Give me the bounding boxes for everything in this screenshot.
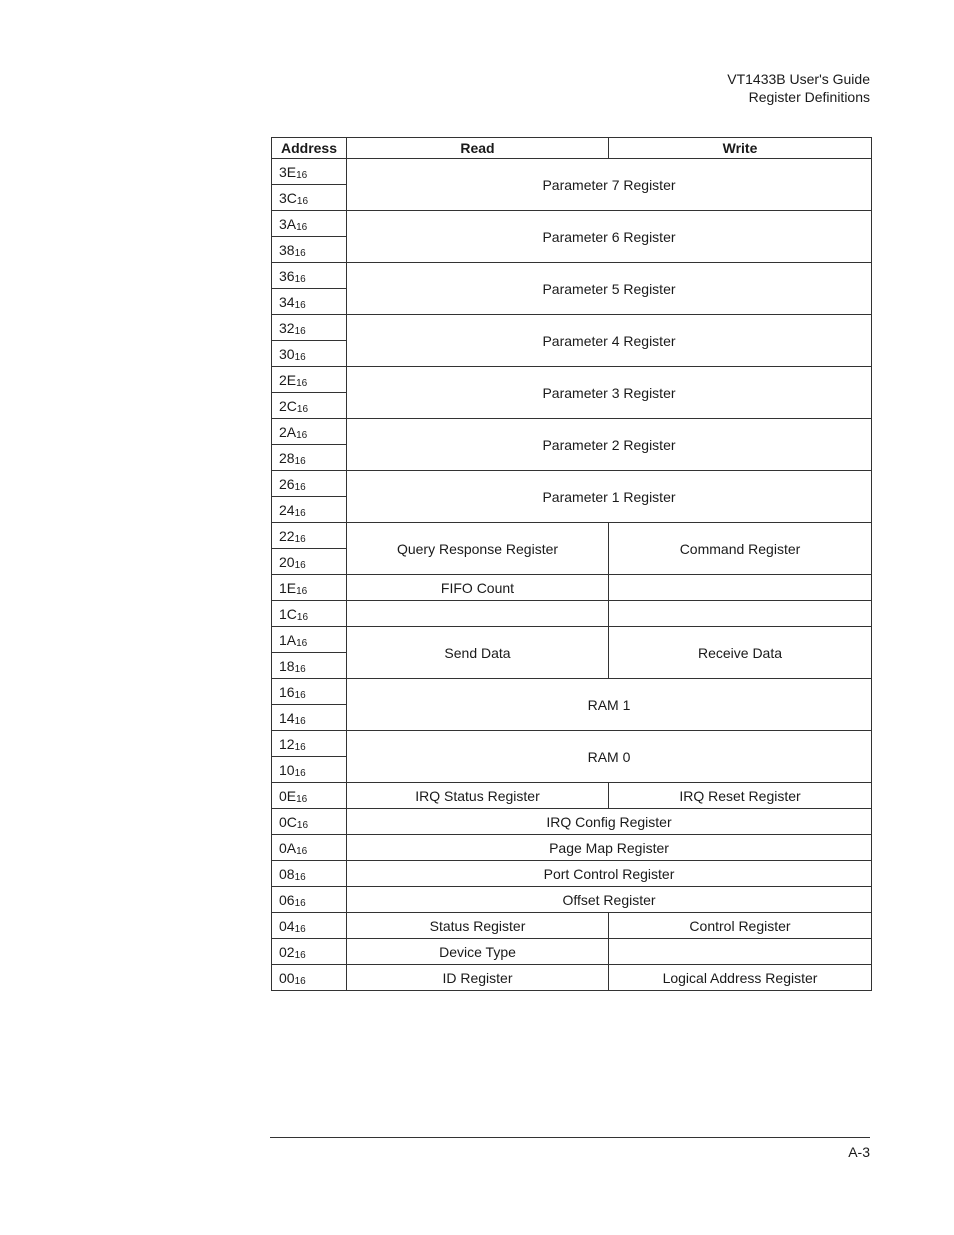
table-row	[272, 783, 872, 809]
address-cell	[272, 939, 347, 965]
table-row	[272, 211, 872, 237]
address-value: 26	[279, 475, 295, 492]
radix-subscript: 16	[294, 247, 306, 259]
radix-subscript: 16	[294, 767, 306, 779]
address-value: 02	[279, 943, 295, 960]
radix-subscript: 16	[294, 897, 306, 909]
address-cell	[272, 549, 347, 575]
table-row	[272, 887, 872, 913]
address-value: 36	[279, 267, 295, 284]
radix-subscript: 16	[296, 819, 309, 831]
register-cell: Parameter 7 Register	[347, 159, 872, 211]
table-row	[272, 471, 872, 497]
column-header-read: Read	[347, 138, 609, 159]
table-row	[272, 575, 872, 601]
radix-subscript: 16	[294, 481, 306, 493]
address-value: 0C	[279, 813, 297, 830]
page-header	[727, 70, 870, 106]
address-cell	[272, 627, 347, 653]
radix-subscript: 16	[294, 741, 306, 753]
table-row	[272, 939, 872, 965]
write-cell: Command Register	[609, 523, 872, 575]
table-header-row	[272, 138, 872, 159]
address-value: 28	[279, 449, 295, 466]
register-cell: Parameter 3 Register	[347, 367, 872, 419]
read-cell: IRQ Status Register	[347, 783, 609, 809]
radix-subscript: 16	[296, 221, 308, 233]
write-cell: Control Register	[609, 913, 872, 939]
address-cell	[272, 705, 347, 731]
address-value: 1A	[279, 631, 297, 648]
register-map-table	[271, 137, 872, 991]
write-cell: Logical Address Register	[609, 965, 872, 991]
address-cell	[272, 835, 347, 861]
table-row	[272, 965, 872, 991]
register-cell: Parameter 5 Register	[347, 263, 872, 315]
radix-subscript: 16	[296, 611, 309, 623]
address-value: 34	[279, 293, 295, 310]
table-row	[272, 159, 872, 185]
address-value: 16	[279, 683, 295, 700]
address-cell	[272, 653, 347, 679]
address-cell	[272, 471, 347, 497]
register-cell: Port Control Register	[347, 861, 872, 887]
radix-subscript: 16	[294, 663, 306, 675]
radix-subscript: 16	[294, 455, 306, 467]
write-cell: IRQ Reset Register	[609, 783, 872, 809]
section-title: Register Definitions	[748, 89, 870, 105]
address-cell	[272, 315, 347, 341]
read-cell: ID Register	[347, 965, 609, 991]
read-cell: FIFO Count	[347, 575, 609, 601]
address-cell	[272, 419, 347, 445]
address-value: 12	[279, 735, 295, 752]
register-cell: Parameter 2 Register	[347, 419, 872, 471]
address-value: 2A	[279, 423, 297, 440]
address-cell	[272, 601, 347, 627]
register-cell: RAM 0	[347, 731, 872, 783]
radix-subscript: 16	[294, 299, 306, 311]
address-value: 10	[279, 761, 295, 778]
radix-subscript: 16	[296, 793, 308, 805]
address-cell	[272, 211, 347, 237]
address-cell	[272, 861, 347, 887]
register-cell: IRQ Config Register	[347, 809, 872, 835]
radix-subscript: 16	[296, 403, 309, 415]
radix-subscript: 16	[294, 273, 306, 285]
column-header-write: Write	[609, 138, 872, 159]
register-cell: RAM 1	[347, 679, 872, 731]
write-cell: Receive Data	[609, 627, 872, 679]
address-cell	[272, 523, 347, 549]
document-title: VT1433B User's Guide	[727, 71, 870, 87]
radix-subscript: 16	[294, 325, 306, 337]
address-value: 22	[279, 527, 295, 544]
address-value: 20	[279, 553, 295, 570]
radix-subscript: 16	[294, 949, 306, 961]
address-cell	[272, 887, 347, 913]
table-row	[272, 315, 872, 341]
address-value: 3E	[279, 163, 297, 180]
register-cell: Parameter 4 Register	[347, 315, 872, 367]
table-row	[272, 835, 872, 861]
address-cell	[272, 497, 347, 523]
address-cell	[272, 445, 347, 471]
read-cell: Send Data	[347, 627, 609, 679]
register-cell: Page Map Register	[347, 835, 872, 861]
address-cell	[272, 367, 347, 393]
address-value: 30	[279, 345, 295, 362]
table-row	[272, 367, 872, 393]
address-cell	[272, 809, 347, 835]
table-row	[272, 861, 872, 887]
table-row	[272, 731, 872, 757]
address-cell	[272, 913, 347, 939]
footer-divider	[270, 1137, 870, 1138]
radix-subscript: 16	[296, 845, 308, 857]
radix-subscript: 16	[294, 923, 306, 935]
address-cell	[272, 289, 347, 315]
address-cell	[272, 575, 347, 601]
read-cell: Device Type	[347, 939, 609, 965]
register-cell: Offset Register	[347, 887, 872, 913]
table-row	[272, 419, 872, 445]
read-cell: Status Register	[347, 913, 609, 939]
address-cell	[272, 185, 347, 211]
address-cell	[272, 679, 347, 705]
address-value: 06	[279, 891, 295, 908]
address-cell	[272, 757, 347, 783]
radix-subscript: 16	[296, 195, 309, 207]
radix-subscript: 16	[294, 507, 306, 519]
address-cell	[272, 731, 347, 757]
table-row	[272, 523, 872, 549]
radix-subscript: 16	[296, 429, 308, 441]
radix-subscript: 16	[294, 559, 306, 571]
radix-subscript: 16	[296, 585, 308, 597]
radix-subscript: 16	[294, 715, 306, 727]
read-cell	[347, 601, 609, 627]
table-row	[272, 679, 872, 705]
radix-subscript: 16	[294, 351, 306, 363]
radix-subscript: 16	[294, 975, 306, 987]
address-value: 00	[279, 969, 295, 986]
table-row	[272, 913, 872, 939]
register-rows	[272, 159, 872, 991]
table-row	[272, 601, 872, 627]
register-cell: Parameter 6 Register	[347, 211, 872, 263]
address-value: 0A	[279, 839, 297, 856]
address-value: 2C	[279, 397, 297, 414]
address-value: 2E	[279, 371, 297, 388]
read-cell: Query Response Register	[347, 523, 609, 575]
address-cell	[272, 783, 347, 809]
address-cell	[272, 159, 347, 185]
write-cell	[609, 939, 872, 965]
address-cell	[272, 393, 347, 419]
address-value: 24	[279, 501, 295, 518]
table-row	[272, 809, 872, 835]
radix-subscript: 16	[296, 637, 308, 649]
table-row	[272, 263, 872, 289]
address-cell	[272, 341, 347, 367]
radix-subscript: 16	[294, 689, 306, 701]
write-cell	[609, 601, 872, 627]
address-value: 08	[279, 865, 295, 882]
address-value: 32	[279, 319, 295, 336]
address-value: 14	[279, 709, 295, 726]
write-cell	[609, 575, 872, 601]
address-value: 3C	[279, 189, 297, 206]
radix-subscript: 16	[296, 169, 308, 181]
address-cell	[272, 237, 347, 263]
address-cell	[272, 965, 347, 991]
radix-subscript: 16	[294, 533, 306, 545]
table-row	[272, 627, 872, 653]
register-cell: Parameter 1 Register	[347, 471, 872, 523]
page-number: A-3	[848, 1144, 870, 1160]
address-value: 0E	[279, 787, 297, 804]
address-value: 38	[279, 241, 295, 258]
radix-subscript: 16	[296, 377, 308, 389]
address-value: 1E	[279, 579, 297, 596]
address-value: 1C	[279, 605, 297, 622]
address-cell	[272, 263, 347, 289]
address-value: 04	[279, 917, 295, 934]
radix-subscript: 16	[294, 871, 306, 883]
address-value: 3A	[279, 215, 297, 232]
column-header-address: Address	[272, 138, 347, 159]
address-value: 18	[279, 657, 295, 674]
